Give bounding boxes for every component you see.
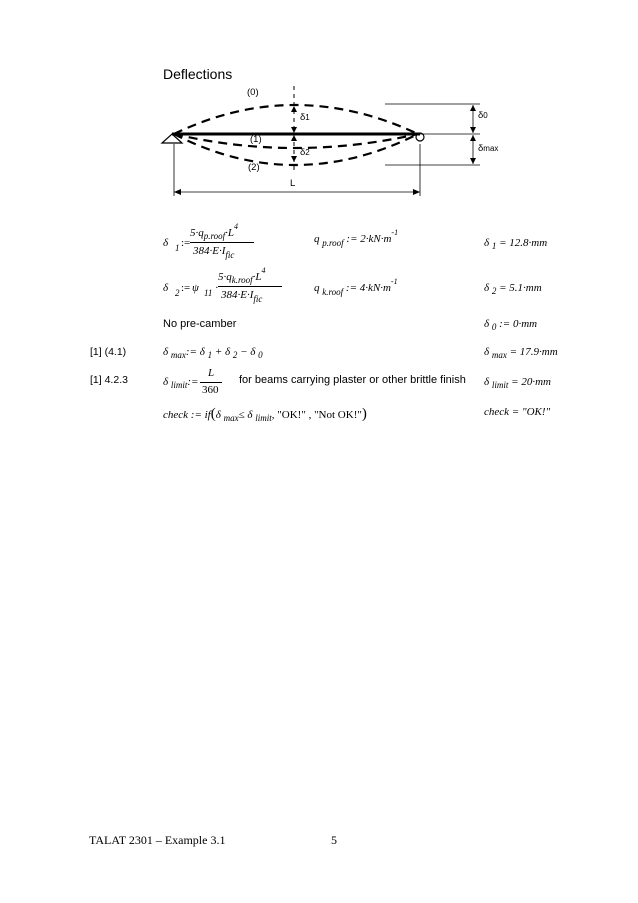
eq-limit-lhs: δ $_{limit}$:= [163, 376, 199, 390]
reference-4-1: [1] (4.1) [90, 346, 127, 358]
section-heading: Deflections [163, 66, 233, 82]
eq2-numerator: $5\cdot q_{k.roof}\cdot L^4$ [218, 266, 266, 285]
eq1-lhs-sub: 1 [175, 243, 180, 253]
check-expression: check := if(δ $_{max}$≤ δ $_{limit}$, "OK!" , "Not OK!") [163, 406, 367, 423]
eq1-denominator: $384\cdot E\cdot I_{fic}$ [193, 245, 235, 260]
curve-2 [174, 134, 418, 165]
eq2-dot: · [215, 282, 219, 294]
precamber-value: δ $_0$ := 0·mm [484, 318, 538, 332]
eq2-fraction-bar [218, 286, 282, 287]
result2: δ $_2$ = 5.1·mm [484, 282, 542, 296]
eq2-lhs: δ [163, 282, 169, 294]
eq-limit-fraction-bar [200, 382, 222, 383]
curve-1-label: (1) [250, 134, 262, 145]
result-limit: δ $_{limit}$ = 20·mm [484, 376, 551, 390]
check-result: check = "OK!" [484, 406, 551, 418]
result1: δ $_1$ = 12.8·mm [484, 237, 548, 251]
load1: q $_{p.roof}$ := $2\cdot kN\cdot m^{-1}$ [314, 228, 399, 248]
eq1-fraction-bar [190, 242, 254, 243]
deflection-diagram [160, 84, 510, 200]
eq-limit-numerator: L [208, 367, 215, 379]
footer-title: TALAT 2301 – Example 3.1 [89, 833, 226, 847]
delta-0-label: δ0 [478, 110, 488, 121]
eq1-lhs: δ [163, 237, 169, 249]
eq2-denominator: $384\cdot E\cdot I_{fic}$ [221, 289, 263, 304]
curve-0 [174, 105, 418, 134]
page-number: 5 [331, 833, 337, 847]
curve-2-label: (2) [248, 162, 260, 173]
load2: q $_{k.roof}$ := $4\cdot kN\cdot m^{-1}$ [314, 277, 398, 297]
eq2-assign: := [181, 282, 191, 294]
eq2-lhs-sub: 2 [175, 288, 180, 298]
eq1-assign: := [181, 237, 191, 249]
eq-limit-note: for beams carrying plaster or other brittle finish [239, 374, 466, 386]
precamber-text: No pre-camber [163, 318, 237, 330]
curve-0-label: (0) [247, 87, 259, 98]
eq2-psi-sub: 11 [204, 288, 213, 298]
span-label: L [290, 178, 296, 189]
reference-4-2-3: [1] 4.2.3 [90, 374, 128, 386]
delta-max-label: δmax [478, 143, 499, 154]
eq1-numerator: $5\cdot q_{p.roof}\cdot L^4$ [190, 222, 239, 241]
eq-limit-denominator: 360 [202, 384, 219, 396]
result-max: δ $_{max}$ = 17.9·mm [484, 346, 558, 360]
delta-2-label: δ2 [300, 147, 310, 158]
delta-1-label: δ1 [300, 112, 310, 123]
eq2-psi: ψ [192, 282, 199, 294]
eq-max: δ $_{max}$:= δ $_1$ + δ $_2$ − δ $_0$ [163, 346, 263, 360]
